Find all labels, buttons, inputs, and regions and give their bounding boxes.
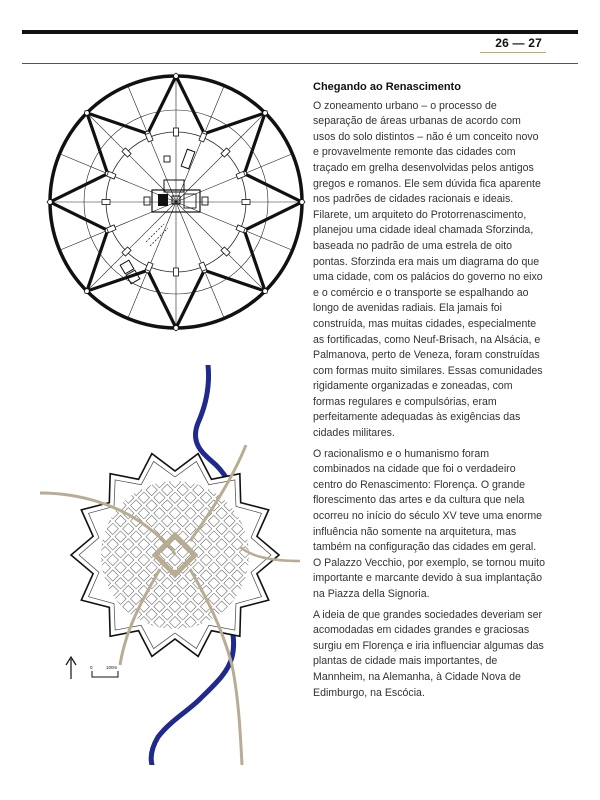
north-arrow — [66, 657, 76, 679]
paragraph-1: O zoneamento urbano – o processo de separação de áreas urbanas de acordo com usos do solo distintos – não é um conceito novo e provavelmente remonte das cidades com traçado em grelha desenvolvidas pelos antigos gregos e romanos. Ele sem dúvida fica aparente nos padrões de cidades racionais e ideais. Filarete, um arquiteto do Protorrenascimento, planejou uma cidade ideal chamada Sforzinda, baseada no padrão de uma estrela de oito pontas. Sforzinda era mais um diagrama do que uma cidade, com os palácios do governo no eixo e o comércio e o transporte se espalhando ao longo de avenidas radiais. Ela jamais foi construída, mas muitas cidades, especialmente as fortificadas, como Neuf-Brisach, na Alsácia, e Palmanova, perto de Veneza, foram construídas com formas muito similares. Essas comunidades rigidamente organizadas e zoneadas, com formas regulares e compulsórias, eram perfeitamente adequadas às exigências das cidades militares. — [313, 99, 543, 440]
page-number: 26 — 27 — [495, 36, 542, 50]
scale-zero-label: 0 — [90, 665, 93, 670]
paragraph-3: A ideia de que grandes sociedades deveriam ser acomodadas em cidades grandes e graciosas surgiu em Florença e iria influenciar algumas das plantas de cidade mais importantes, de Mannheim, na Alemanha, à Cidade Nova de Edimburgo, na Escócia. — [313, 608, 544, 699]
scale-distance-label: 100m — [106, 665, 118, 670]
paragraph-2: O racionalismo e o humanismo foram combinados na cidade que foi o verdadeiro centro do Renascimento: Florença. O grande florescimento das artes e da cultura que nela ocorreu no início do século XV teve uma enorme influência não somente na arquitetura, mas também na configuração das cidades em geral. O Palazzo Vecchio, por exemplo, se tornou muito importante e marcante devido à sua implantação na Piazza della Signoria. — [313, 447, 546, 600]
section-heading: Chegando ao Renascimento — [313, 81, 461, 93]
header-rule — [22, 63, 578, 64]
top-rule — [22, 30, 578, 34]
text-column — [313, 80, 545, 706]
secondary-buildings — [120, 149, 195, 284]
sforzinda-plan-drawing — [46, 70, 306, 335]
page-number-underline — [480, 52, 546, 53]
scale-bar — [90, 665, 118, 677]
fortress-city-map — [40, 365, 300, 765]
